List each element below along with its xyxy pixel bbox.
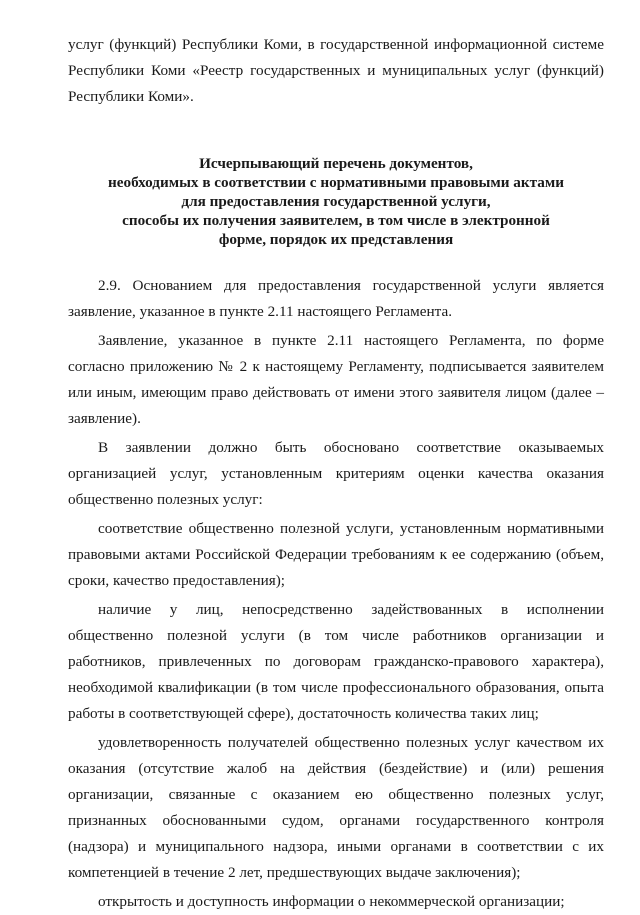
heading-line: форме, порядок их представления xyxy=(218,231,454,248)
paragraph-criterion-satisfaction: удовлетворенность получателей общественно полезных услуг качеством их оказания (отсутствие жалоб на действия (бездействие) и (или) решения организации, связанные с оказанием ею общественно полезных услуг, признанных обоснованными судом, органами государственного контроля (надзора) и муниципального надзора, иными органами в соответствии с их компетенцией в течение 2 лет, предшествующих выдаче заключения); xyxy=(68,734,604,881)
heading-line: для предоставления государственной услуги, xyxy=(181,193,491,210)
paragraph-criterion-openness: открытость и доступность информации о некоммерческой организации; xyxy=(98,893,565,910)
paragraph-2-9: 2.9. Основанием для предоставления государственной услуги является заявление, указанное в пункте 2.11 настоящего Регламента. xyxy=(68,277,604,320)
intro-paragraph: услуг (функций) Республики Коми, в государственной информационной системе Республики Коми «Реестр государственных и муниципальных услуг (функций) Республики Коми». xyxy=(68,36,604,105)
heading-line: необходимых в соответствии с нормативными правовыми актами xyxy=(108,174,564,191)
paragraph-application: Заявление, указанное в пункте 2.11 настоящего Регламента, по форме согласно приложению № 2 к настоящему Регламенту, подписывается заявителем или иным, имеющим право действовать от имени этого заявителя лицом (далее – заявление). xyxy=(68,332,604,427)
paragraph-criterion-compliance: соответствие общественно полезной услуги, установленным нормативными правовыми актами Российской Федерации требованиям к ее содержанию (объем, сроки, качество предоставления); xyxy=(68,520,604,589)
paragraph-justification: В заявлении должно быть обосновано соответствие оказываемых организацией услуг, установленным критериям оценки качества оказания общественно полезных услуг: xyxy=(68,439,604,508)
heading-line: способы их получения заявителем, в том числе в электронной xyxy=(122,212,550,229)
heading-line: Исчерпывающий перечень документов, xyxy=(199,155,473,172)
paragraph-criterion-qualification: наличие у лиц, непосредственно задействованных в исполнении общественно полезной услуги (в том числе работников организации и работников, привлеченных по договорам гражданско-правового характера), необходимой квалификации (в том числе профессионального образования, опыта работы в соответствующей сфере), достаточность количества таких лиц; xyxy=(68,601,604,722)
section-heading xyxy=(68,154,604,249)
